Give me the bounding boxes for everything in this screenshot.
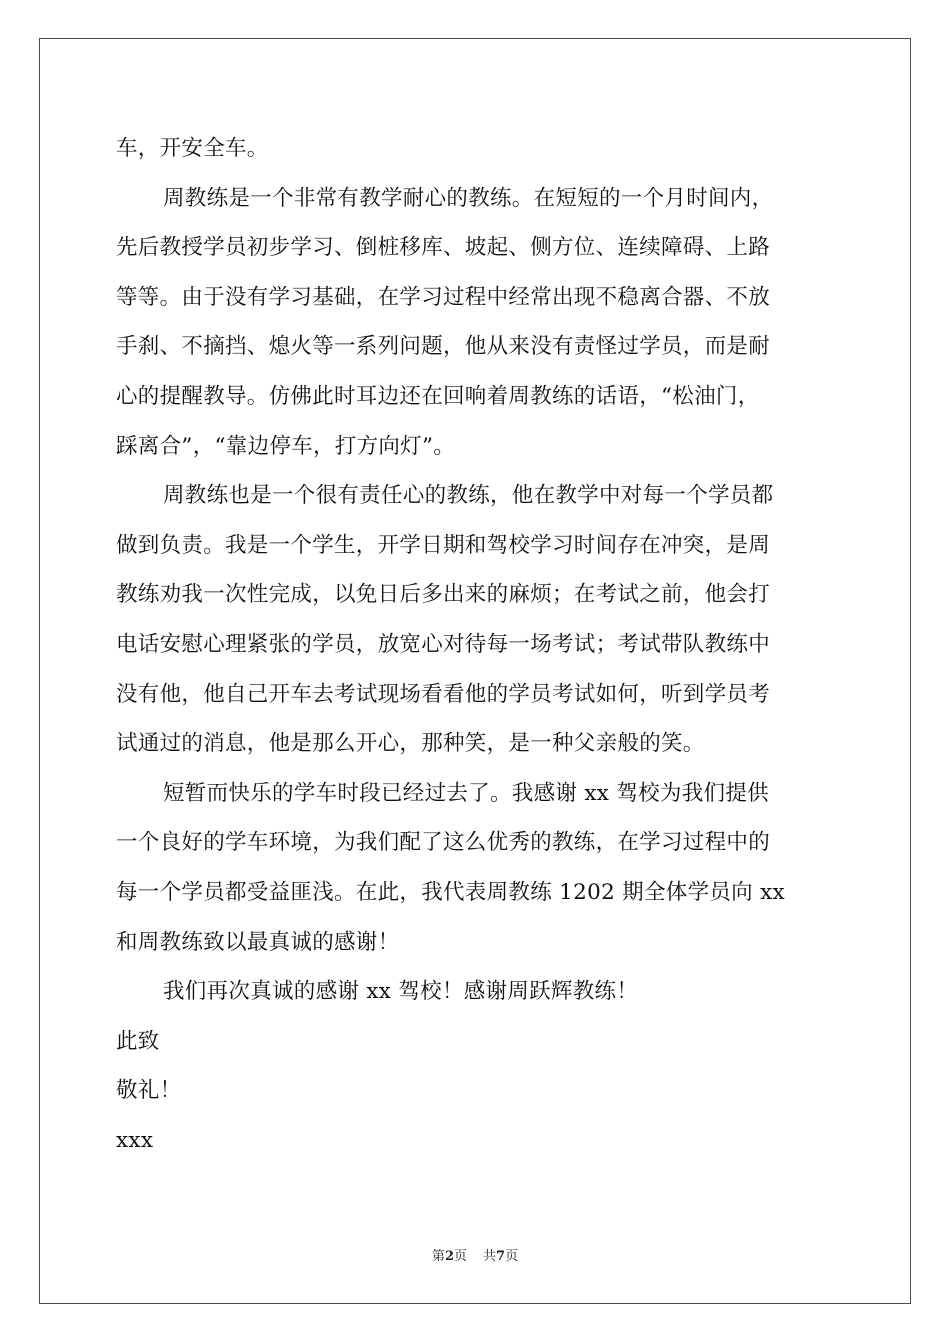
page-suffix: 页 bbox=[453, 1249, 467, 1264]
text-line: 车，开安全车。 bbox=[116, 136, 269, 161]
total-prefix: 共 bbox=[483, 1249, 497, 1264]
text-line: 每一个学员都受益匪浅。在此，我代表周教练 1202 期全体学员向 xx bbox=[116, 879, 785, 905]
text-line: 电话安慰心理紧张的学员，放宽心对待每一场考试；考试带队教练中 bbox=[116, 631, 771, 657]
text-line: 和周教练致以最真诚的感谢！ bbox=[116, 929, 400, 955]
document-body bbox=[116, 124, 836, 1165]
paragraph-start-line: 短暂而快乐的学车时段已经过去了。我感谢 xx 驾校为我们提供 bbox=[163, 780, 769, 806]
page-number: 2 bbox=[444, 1249, 454, 1264]
page-prefix: 第 bbox=[431, 1249, 445, 1264]
total-suffix: 页 bbox=[505, 1249, 519, 1264]
paragraph-start-line: 周教练也是一个很有责任心的教练，他在教学中对每一个学员都 bbox=[163, 483, 774, 509]
text-line: 等等。由于没有学习基础，在学习过程中经常出现不稳离合器、不放 bbox=[116, 284, 771, 310]
text-line: 先后教授学员初步学习、倒桩移库、坡起、侧方位、连续障碍、上路 bbox=[116, 235, 771, 261]
text-line: 踩离合”，“靠边停车，打方向灯”。 bbox=[116, 433, 456, 459]
signature-name: xxx bbox=[116, 1127, 154, 1153]
text-line: 试通过的消息，他是那么开心，那种笑，是一种父亲般的笑。 bbox=[116, 731, 705, 757]
page-footer bbox=[0, 1248, 950, 1266]
paragraph-start-line: 周教练是一个非常有教学耐心的教练。在短短的一个月时间内， bbox=[163, 185, 774, 211]
text-line: 教练劝我一次性完成，以免日后多出来的麻烦；在考试之前，他会打 bbox=[116, 582, 771, 608]
text-line: 心的提醒教导。仿佛此时耳边还在回响着周教练的话语，“松油门， bbox=[116, 383, 760, 409]
paragraph-start-line: 我们再次真诚的感谢 xx 驾校！感谢周跃辉教练！ bbox=[163, 979, 639, 1005]
text-line: 没有他，他自己开车去考试现场看看他的学员考试如何，听到学员考 bbox=[116, 681, 771, 707]
text-line: 做到负责。我是一个学生，开学日期和驾校学习时间存在冲突，是周 bbox=[116, 532, 771, 558]
closing-salutation: 此致 bbox=[116, 1028, 160, 1054]
text-line: 手刹、不摘挡、熄火等一系列问题，他从来没有责怪过学员，而是耐 bbox=[116, 334, 771, 360]
text-line: 一个良好的学车环境，为我们配了这么优秀的教练，在学习过程中的 bbox=[116, 830, 771, 856]
total-pages: 7 bbox=[496, 1249, 506, 1264]
closing-respect: 敬礼！ bbox=[116, 1078, 182, 1104]
